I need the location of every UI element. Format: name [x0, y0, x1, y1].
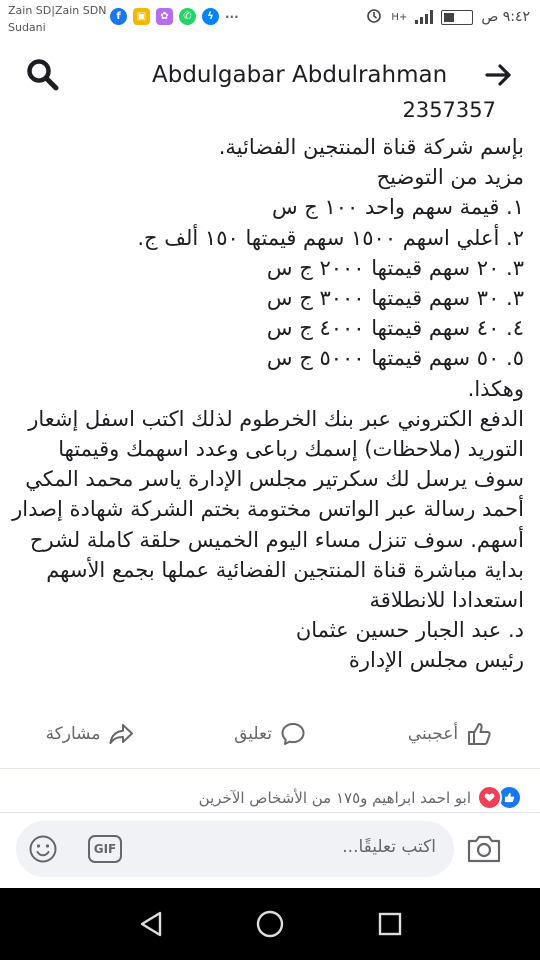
- post-line: ٥. ٥٠ سهم قيمتها ٥٠٠٠ ج س: [266, 346, 524, 371]
- nav-home-icon: [256, 910, 284, 938]
- network-type: H+: [391, 11, 408, 23]
- post-line: ١. قيمة سهم واحد ١٠٠ ج س: [271, 195, 524, 220]
- camera-button[interactable]: [466, 833, 502, 865]
- thumbs-up-icon: [466, 721, 492, 747]
- nav-home-button[interactable]: [256, 910, 284, 938]
- back-button[interactable]: [484, 60, 514, 90]
- divider: [0, 768, 540, 769]
- comment-label: تعليق: [234, 724, 272, 744]
- post-line: ٣. ٢٠ سهم قيمتها ٢٠٠٠ ج س: [266, 255, 524, 280]
- arrow-right-icon: [484, 60, 514, 90]
- post-line: وهكذا.: [467, 376, 524, 401]
- love-reaction-icon: [477, 785, 502, 810]
- comment-box[interactable]: [16, 821, 454, 877]
- gif-button[interactable]: GIF: [88, 835, 122, 863]
- camera-icon: [466, 833, 502, 865]
- carrier-name: Zain SD|Zain SDN Sudani: [8, 4, 107, 34]
- post-actions: [0, 704, 540, 764]
- page-title: Abdulgabar Abdulrahman: [152, 62, 448, 88]
- emoji-button[interactable]: [28, 834, 58, 864]
- search-icon: [26, 58, 60, 92]
- messenger-icon: ϟ: [202, 8, 219, 25]
- nav-back-icon: [138, 910, 164, 938]
- post-line: بإسم شركة قناة المنتجين الفضائية.: [218, 135, 524, 159]
- notification-icons: [110, 8, 239, 25]
- system-navigation-bar: [0, 888, 540, 960]
- comment-icon: [280, 721, 306, 747]
- nav-recent-icon: [378, 912, 402, 936]
- post-line: أحمد رسالة عبر الواتس مختومة بختم الشركة شهادة إصدار: [12, 497, 524, 522]
- post-content: [0, 98, 540, 688]
- post-line: مزيد من التوضيح: [376, 165, 524, 190]
- clock: ٩:٤٢ ص: [481, 9, 530, 25]
- whatsapp-icon: ✆: [179, 8, 196, 25]
- nav-back-button[interactable]: [138, 910, 164, 938]
- post-line: د. عبد الجبار حسين عثمان: [295, 618, 524, 643]
- reactions-summary[interactable]: [199, 785, 522, 810]
- search-button[interactable]: [26, 58, 60, 92]
- nav-recent-button[interactable]: [378, 912, 402, 936]
- comment-composer: [0, 812, 540, 887]
- post-line: ٤. ٤٠ سهم قيمتها ٤٠٠٠ ج س: [266, 316, 524, 341]
- status-bar: [0, 0, 540, 40]
- post-line: ٢. أعلي اسهم ١٥٠٠ سهم قيمتها ١٥٠ ألف ج.: [137, 225, 524, 250]
- like-button[interactable]: [360, 704, 540, 764]
- gallery-icon: ✿: [156, 8, 173, 25]
- share-icon: [108, 721, 134, 747]
- post-line: سوف يرسل لك سكرتير مجلس الإدارة ياسر محمد المكي: [25, 467, 524, 492]
- post-text-cut-line: 2357357: [402, 98, 496, 122]
- share-label: مشاركة: [45, 724, 101, 744]
- post-line: رئيس مجلس الإدارة: [348, 648, 524, 673]
- share-button[interactable]: [0, 704, 180, 764]
- wallet-icon: ▣: [133, 8, 150, 25]
- post-text: [0, 112, 540, 676]
- signal-icon: [415, 10, 433, 24]
- system-status: [365, 6, 530, 28]
- reaction-icons: [477, 785, 522, 810]
- reactions-text: ابو احمد ابراهيم و١٧٥ من الأشخاص الآخرين: [198, 788, 471, 807]
- post-line: التوريد (ملاحظات) إسمك رباعى وعدد اسهمك وقيمتها: [58, 437, 524, 462]
- battery-icon: [441, 10, 473, 25]
- post-line: ٣. ٣٠ سهم قيمتها ٣٠٠٠ ج س: [266, 286, 524, 311]
- more-notifications-icon: ···: [225, 9, 239, 24]
- comment-input[interactable]: اكتب تعليقًا...: [342, 837, 436, 857]
- post-line: بداية مباشرة قناة المنتجين الفضائية عملها بجمع الأسهم: [46, 557, 524, 582]
- alarm-icon: [365, 6, 383, 28]
- emoji-icon: [28, 834, 58, 864]
- post-line: الدفع الكتروني عبر بنك الخرطوم لذلك اكتب اسفل إشعار: [28, 406, 524, 431]
- post-line: أسهم. سوف تنزل مساء اليوم الخميس حلقة كاملة لشرح: [29, 527, 524, 552]
- post-line: استعدادا للانطلاقة: [369, 588, 524, 613]
- comment-button[interactable]: [180, 704, 360, 764]
- facebook-icon: f: [110, 8, 127, 25]
- like-label: أعجبني: [407, 724, 459, 744]
